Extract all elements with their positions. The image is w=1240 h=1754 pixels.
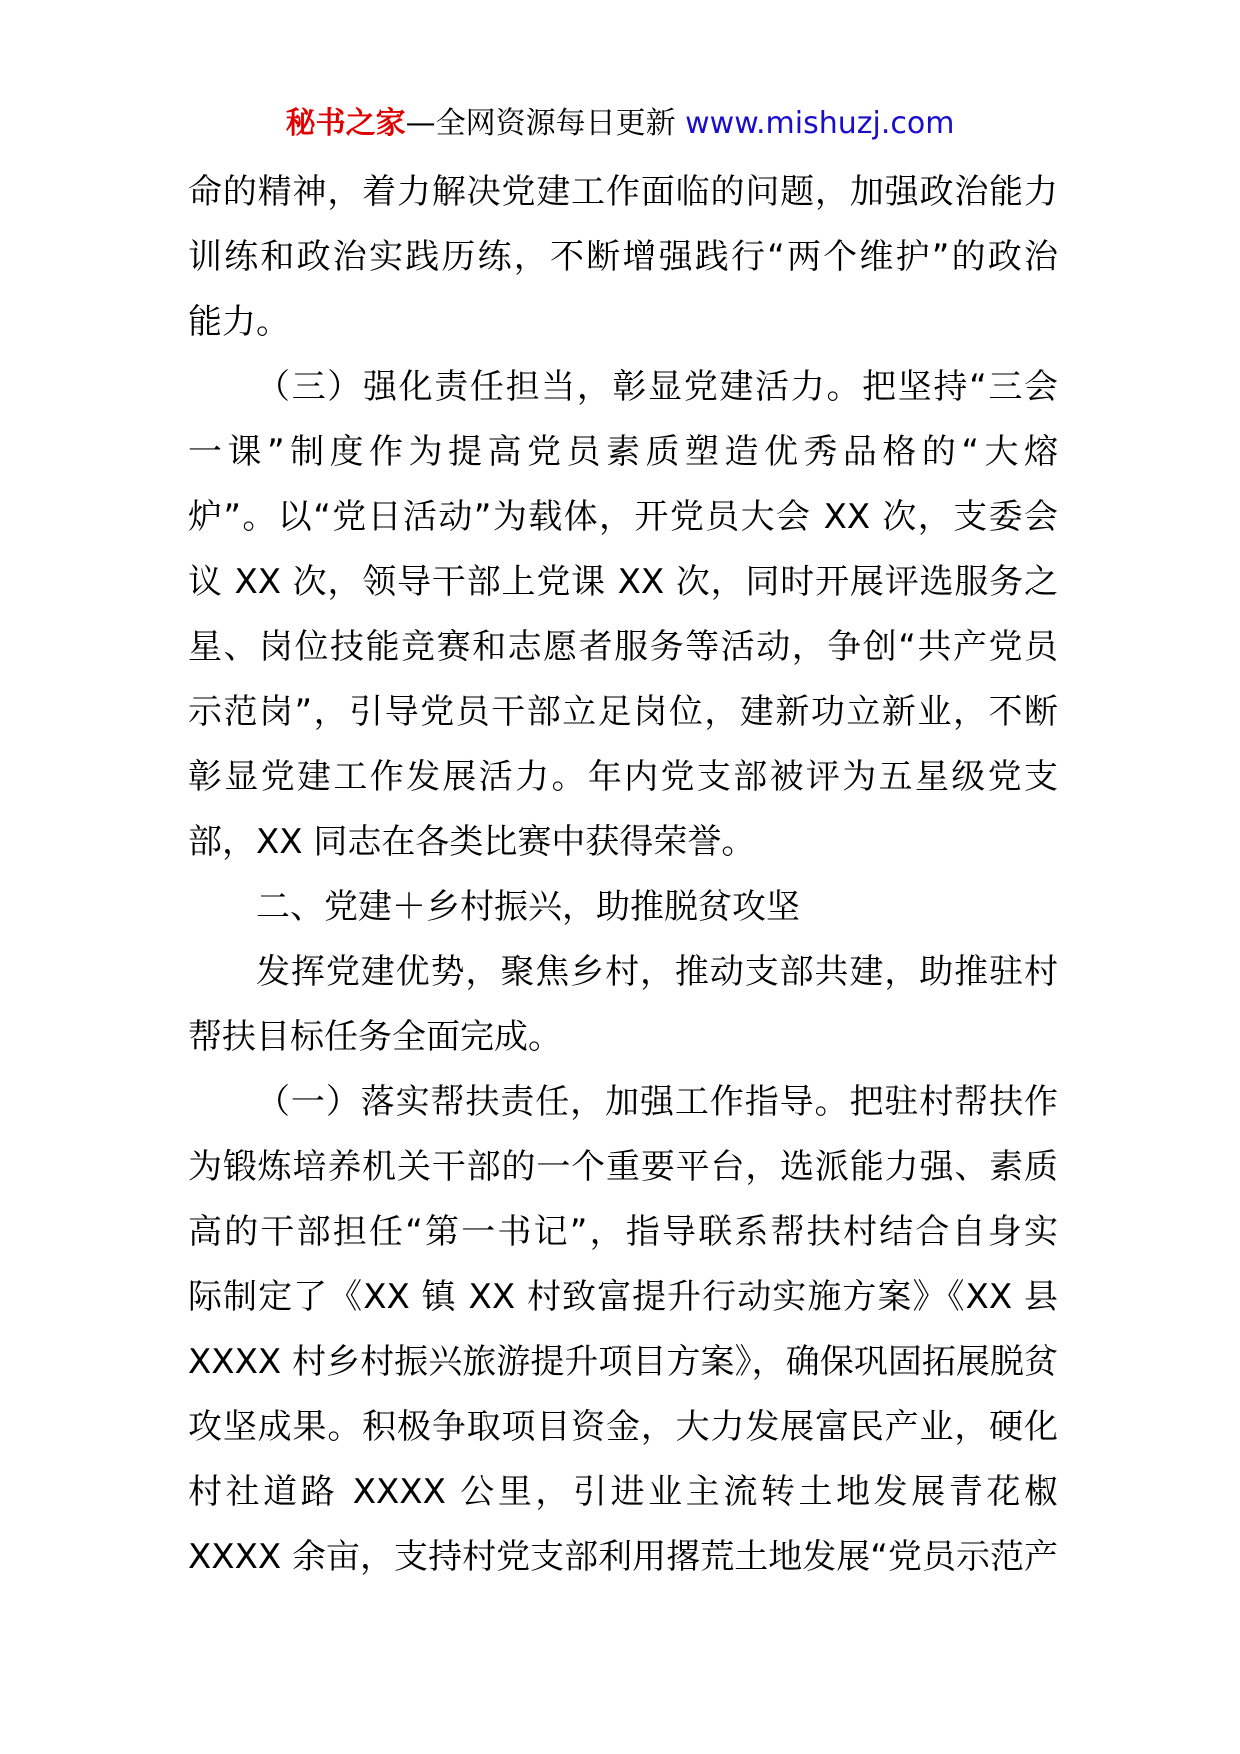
text-line: 一课”制度作为提高党员素质塑造优秀品格的“大熔 <box>188 432 1058 472</box>
text-line: 能力。 <box>188 302 290 342</box>
text-line: 星、岗位技能竞赛和志愿者服务等活动，争创“共产党员 <box>188 627 1058 667</box>
text-line: 示范岗”，引导党员干部立足岗位，建新功立新业，不断 <box>188 692 1058 732</box>
text-line: 为锻炼培养机关干部的一个重要平台，选派能力强、素质 <box>188 1147 1058 1187</box>
text-line: 命的精神，着力解决党建工作面临的问题，加强政治能力 <box>188 172 1058 212</box>
text-line: 议 XX 次，领导干部上党课 XX 次，同时开展评选服务之 <box>188 562 1058 602</box>
text-line: （一）落实帮扶责任，加强工作指导。把驻村帮扶作 <box>256 1082 1058 1122</box>
website-link[interactable]: www.mishuzj.com <box>685 106 955 141</box>
header-tagline: —全网资源每日更新 <box>405 106 686 141</box>
text-line: 帮扶目标任务全面完成。 <box>188 1017 562 1057</box>
text-line: 彰显党建工作发展活力。年内党支部被评为五星级党支 <box>188 757 1058 797</box>
text-line: （三）强化责任担当，彰显党建活力。把坚持“三会 <box>256 367 1058 407</box>
text-line: XXXX 余亩，支持村党支部利用撂荒土地发展“党员示范产 <box>188 1537 1058 1577</box>
text-line: 攻坚成果。积极争取项目资金，大力发展富民产业，硬化 <box>188 1407 1058 1447</box>
text-line: 村社道路 XXXX 公里，引进业主流转土地发展青花椒 <box>188 1472 1058 1512</box>
text-line: XXXX 村乡村振兴旅游提升项目方案》，确保巩固拓展脱贫 <box>188 1342 1058 1382</box>
text-line: 部，XX 同志在各类比赛中获得荣誉。 <box>188 822 756 862</box>
brand-name: 秘书之家 <box>285 106 406 141</box>
page-header <box>0 100 1240 148</box>
text-line: 发挥党建优势，聚焦乡村，推动支部共建，助推驻村 <box>256 952 1058 992</box>
text-line: 高的干部担任“第一书记”，指导联系帮扶村结合自身实 <box>188 1212 1058 1252</box>
section-heading: 二、党建＋乡村振兴，助推脱贫攻坚 <box>256 887 800 927</box>
text-line: 炉”。以“党日活动”为载体，开党员大会 XX 次，支委会 <box>188 497 1058 537</box>
document-body <box>188 160 1058 1590</box>
text-line: 际制定了《XX 镇 XX 村致富提升行动实施方案》《XX 县 <box>188 1277 1058 1317</box>
text-line: 训练和政治实践历练，不断增强践行“两个维护”的政治 <box>188 237 1058 277</box>
